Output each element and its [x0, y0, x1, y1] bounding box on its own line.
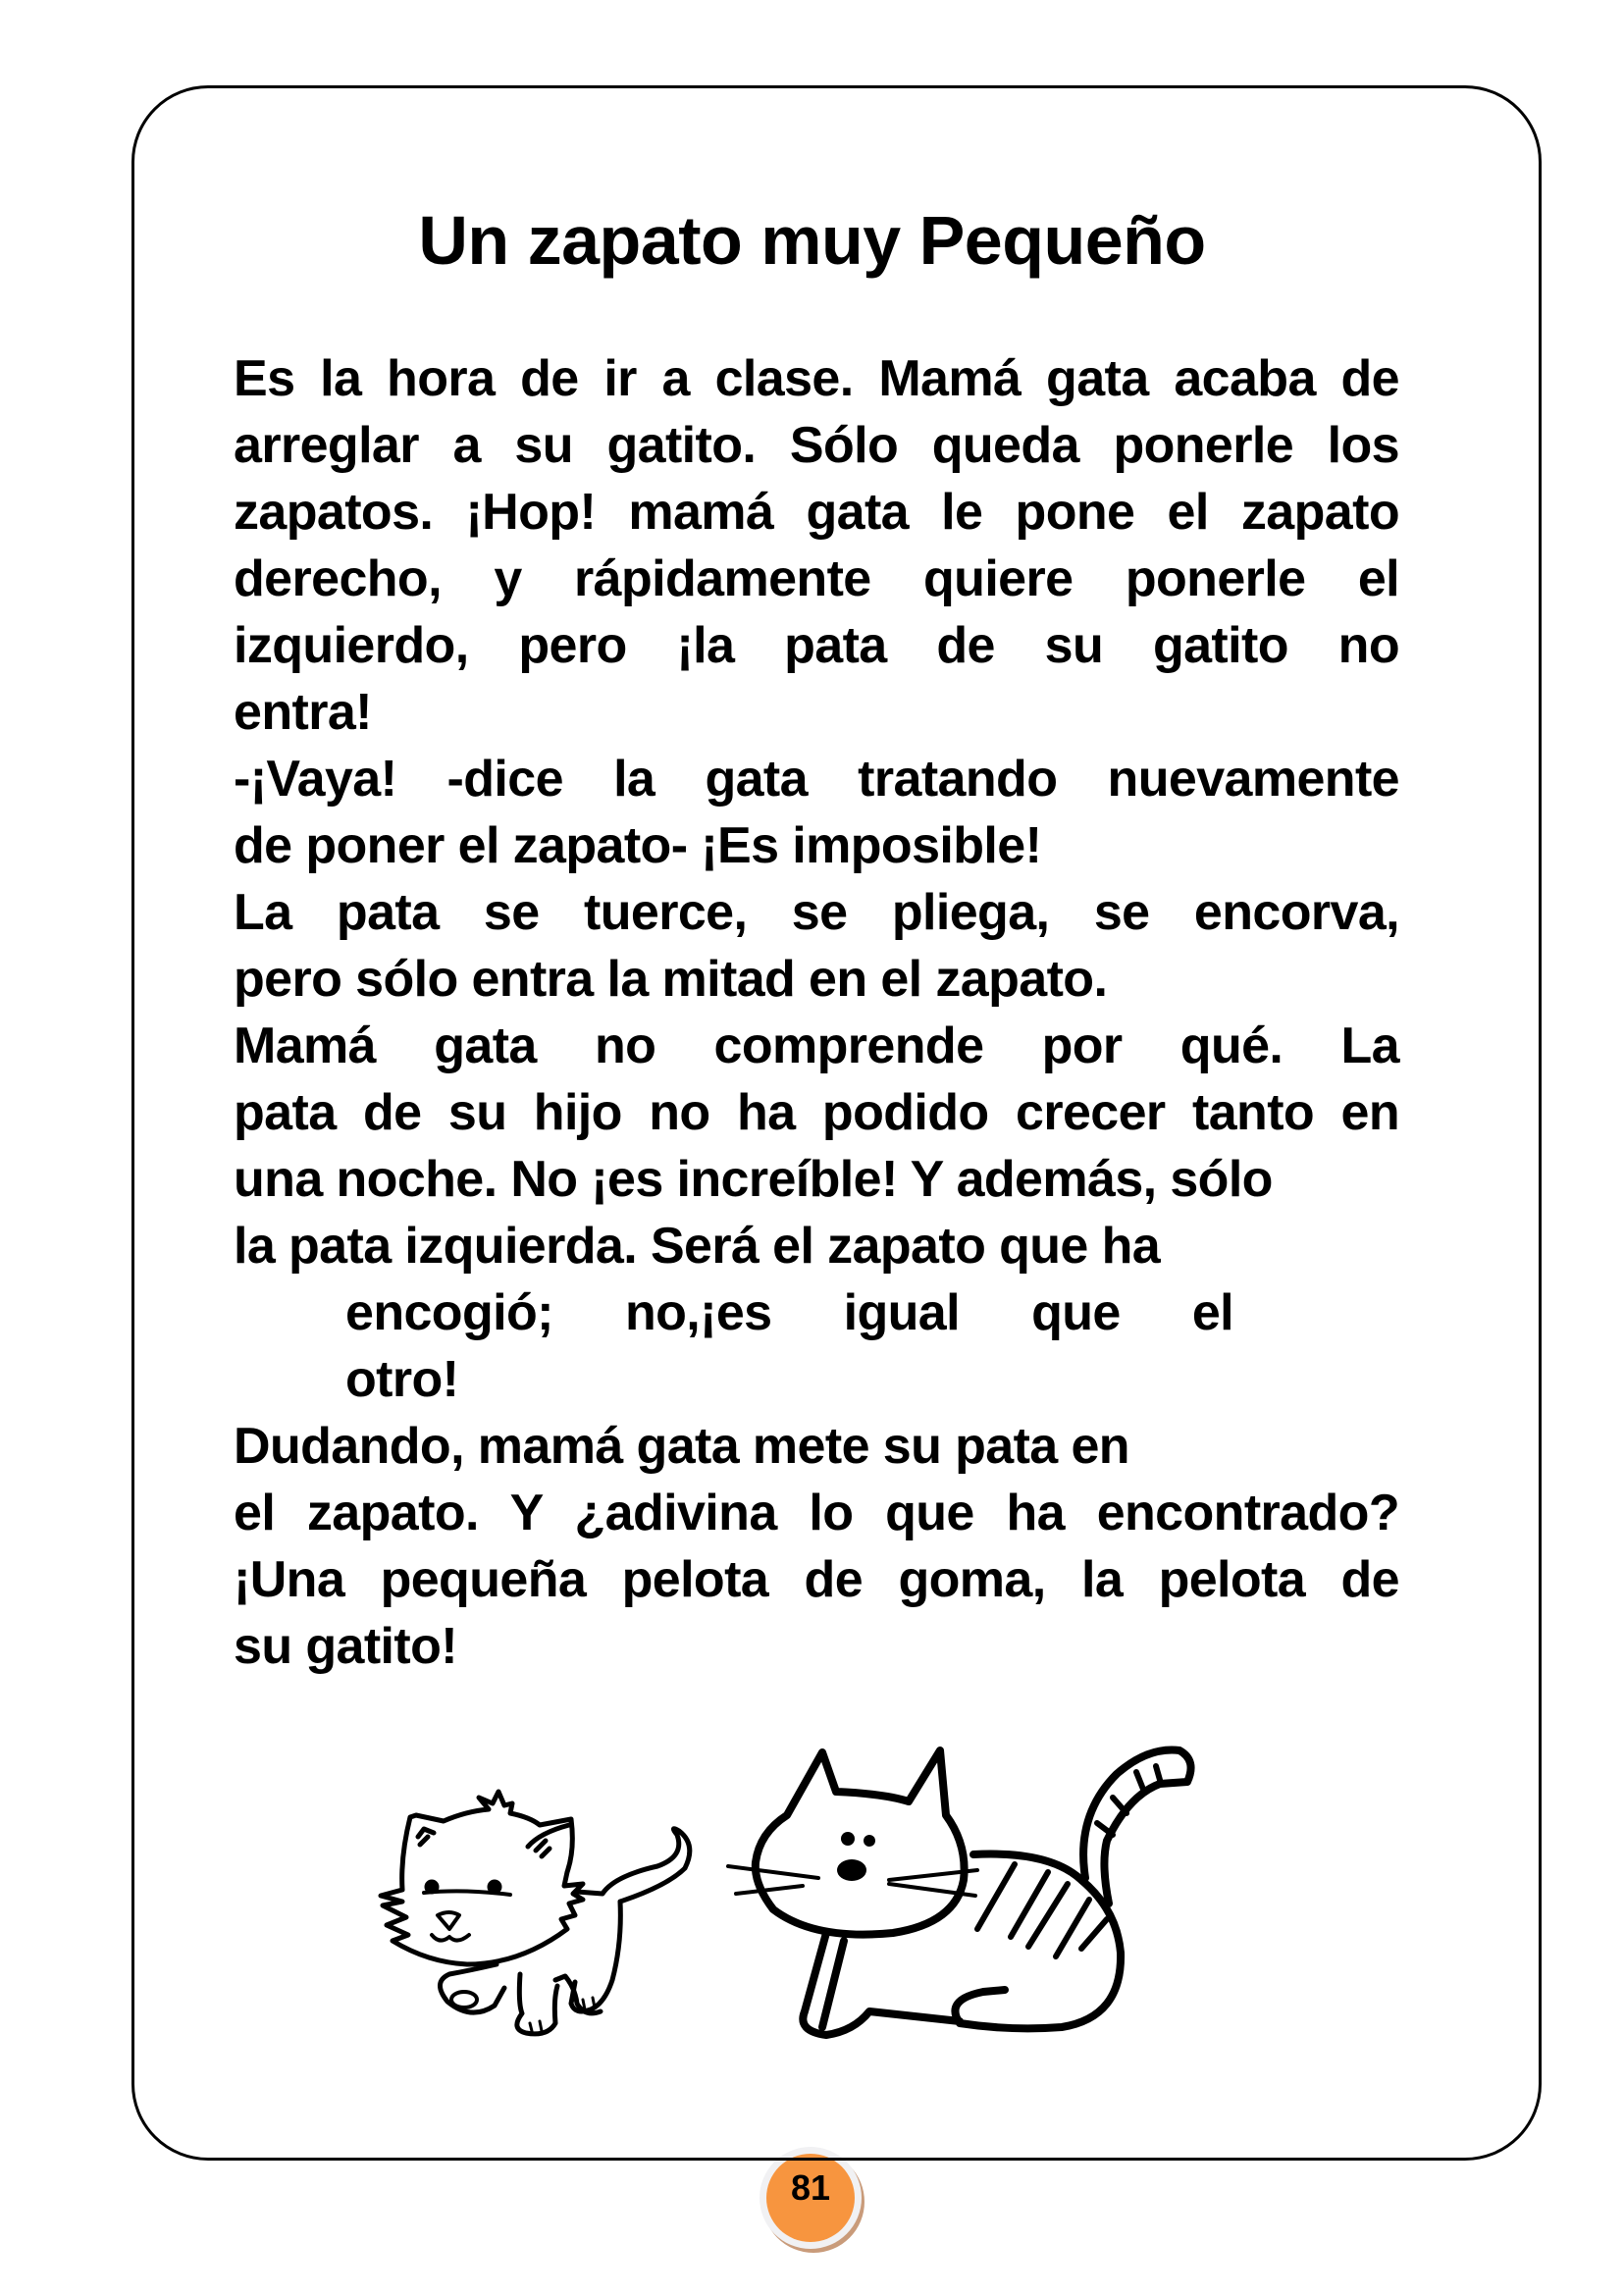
story-line: derecho, y rápidamente quiere ponerle el	[234, 550, 1399, 607]
story-line: zapatos. ¡Hop! mamá gata le pone el zapato	[234, 484, 1399, 541]
striped-cat-illustration-icon	[716, 1737, 1246, 2070]
story-title: Un zapato muy Pequeño	[418, 202, 1206, 279]
page-number-badge	[760, 2147, 862, 2249]
story-line: de poner el zapato- ¡Es imposible!	[234, 817, 1042, 874]
story-line: la pata izquierda. Será el zapato que ha	[234, 1218, 1161, 1275]
story-line: su gatito!	[234, 1618, 457, 1675]
page-number: 81	[790, 2167, 831, 2208]
story-line: entra!	[234, 684, 372, 741]
story-line: pero sólo entra la mitad en el zapato.	[234, 951, 1108, 1008]
story-line: Es la hora de ir a clase. Mamá gata acaba de	[234, 350, 1399, 407]
story-line: encogió; no,¡es igual que el	[345, 1284, 1233, 1341]
illustrations	[373, 1737, 1256, 2070]
story-line: Dudando, mamá gata mete su pata en	[234, 1418, 1129, 1475]
kitten-illustration-icon	[373, 1747, 716, 2070]
story-line: el zapato. Y ¿adivina lo que ha encontrado?	[234, 1485, 1399, 1541]
story-line: otro!	[345, 1351, 459, 1408]
page-number-circle	[766, 2154, 855, 2242]
story-line: Mamá gata no comprende por qué. La	[234, 1017, 1399, 1074]
story-line: La pata se tuerce, se pliega, se encorva,	[234, 884, 1399, 941]
story-body	[234, 345, 1399, 1680]
story-line: -¡Vaya! -dice la gata tratando nuevamente	[234, 751, 1399, 808]
story-line: una noche. No ¡es increíble! Y además, sólo	[234, 1151, 1273, 1208]
story-line: izquierdo, pero ¡la pata de su gatito no	[234, 617, 1399, 674]
story-line: arreglar a su gatito. Sólo queda ponerle los	[234, 417, 1399, 474]
story-line: ¡Una pequeña pelota de goma, la pelota de	[234, 1551, 1399, 1608]
story-line: pata de su hijo no ha podido crecer tanto en	[234, 1084, 1399, 1141]
frame-bottom-line	[760, 2158, 862, 2161]
